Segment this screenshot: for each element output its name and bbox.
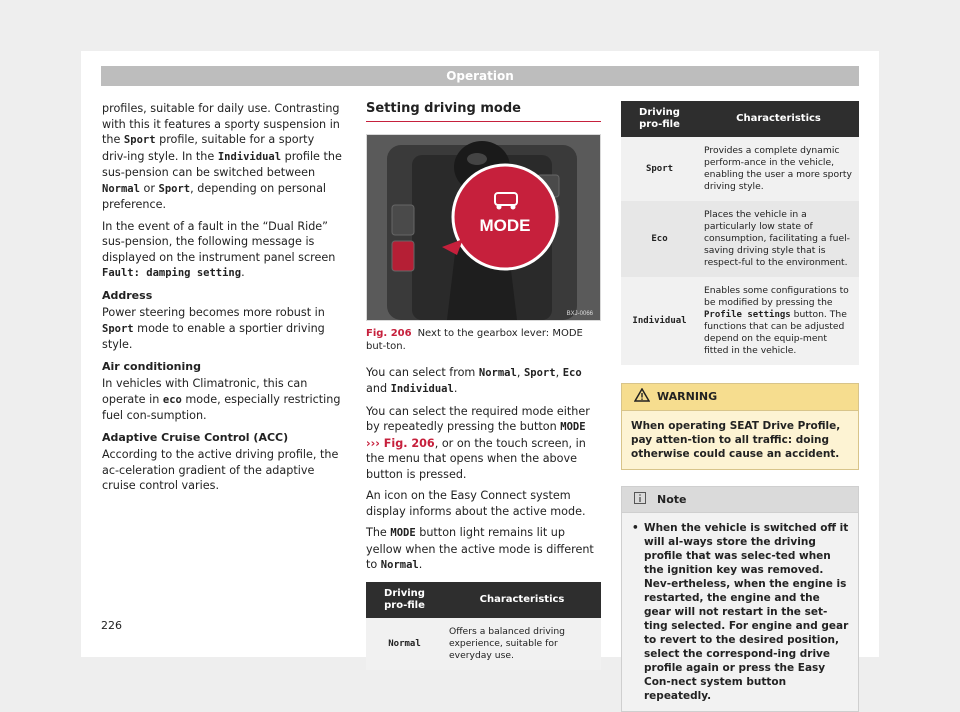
paragraph-select-modes: You can select from Normal, Sport, Eco and Individual.: [366, 365, 601, 398]
section-title: Setting driving mode: [366, 101, 601, 122]
column-right: [621, 101, 859, 712]
info-icon: [634, 492, 646, 504]
bullet: •: [632, 521, 639, 535]
profile-table-part2: [621, 101, 859, 365]
table-row: Sport Provides a complete dynamic perform-ance in the vehicle, enabling the user a more sporty driving style.: [621, 137, 859, 201]
page-number: 226: [101, 619, 122, 632]
mode-button-label: MODE: [480, 216, 531, 235]
table-header-profile: Driving pro-file: [621, 101, 698, 137]
table-row: Normal Offers a balanced driving experience, suitable for everyday use.: [366, 618, 601, 670]
heading-address: Address: [102, 288, 342, 304]
table-row: Individual Enables some configurations to be modified by pressing the Profile settings button. The functions that can be adjusted depend on the equip-ment fitted in the vehicle.: [621, 277, 859, 365]
paragraph-address: Power steering becomes more robust in Sport mode to enable a sportier driving style.: [102, 305, 342, 353]
column-middle: [366, 101, 601, 670]
figure-link[interactable]: ››› Fig. 206: [366, 437, 435, 450]
note-text: When the vehicle is switched off it will al-ways store the driving profile that was selec-ted when the ignition key was removed. Nev-ertheless, when the engine is restarted, the engine and the gear will not restart in the set-ting selected. For engine and gear to revert to the desired position, select the correspond-ing drive profile again or press the Easy Con-nect system button repeatedly.: [644, 522, 848, 702]
warning-text: When operating SEAT Drive Profile, pay atten-tion to all traffic: doing otherwise could cause an accident.: [622, 411, 858, 469]
table-header-characteristics: Characteristics: [443, 582, 601, 618]
heading-acc: Adaptive Cruise Control (ACC): [102, 430, 342, 446]
warning-icon: [634, 388, 650, 402]
page-header: Operation: [101, 66, 859, 86]
paragraph-select-method: You can select the required mode either by repeatedly pressing the button MODE ››› Fig. 206, or on the touch screen, in the menu that opens when the above button is pressed.: [366, 404, 601, 483]
column-left: [102, 101, 342, 500]
figure-mode-button: [366, 134, 601, 321]
figure-caption: Fig. 206 Next to the gearbox lever: MODE but-ton.: [366, 327, 601, 353]
paragraph-air-conditioning: In vehicles with Climatronic, this can operate in eco mode, especially restricting fuel con-sumption.: [102, 376, 342, 424]
note-title: Note: [657, 493, 686, 506]
paragraph-fault: In the event of a fault in the “Dual Ride” sus-pension, the following message is displayed on the instrument panel screen Fault: damping setting.: [102, 219, 342, 282]
gear-lever-illustration: [367, 135, 600, 320]
warning-title: WARNING: [657, 390, 717, 403]
profile-table-part1: [366, 582, 601, 670]
paragraph-light: The MODE button light remains lit up yellow when the active mode is different to Normal.: [366, 525, 601, 574]
paragraph-suspension: profiles, suitable for daily use. Contrasting with this it features a sporty suspension in the Sport profile, suitable for a sporty driv-ing style. In the Individual profile the sus-pension can be switched between Normal or Sport, depending on personal preference.: [102, 101, 342, 213]
table-row: Eco Places the vehicle in a particularly low state of consumption, facilitating a fuel-saving driving style that is respect-ful to the environment.: [621, 201, 859, 277]
note-box: [621, 486, 859, 712]
paragraph-icon: An icon on the Easy Connect system display informs about the active mode.: [366, 488, 601, 519]
figure-code: BXJ-0066: [567, 311, 594, 317]
warning-box: [621, 383, 859, 470]
table-header-characteristics: Characteristics: [698, 101, 859, 137]
paragraph-acc: According to the active driving profile, the ac-celeration gradient of the adaptive cruise control varies.: [102, 447, 342, 494]
table-header-profile: Driving pro-file: [366, 582, 443, 618]
heading-air-conditioning: Air conditioning: [102, 359, 342, 375]
manual-page: [81, 51, 879, 657]
